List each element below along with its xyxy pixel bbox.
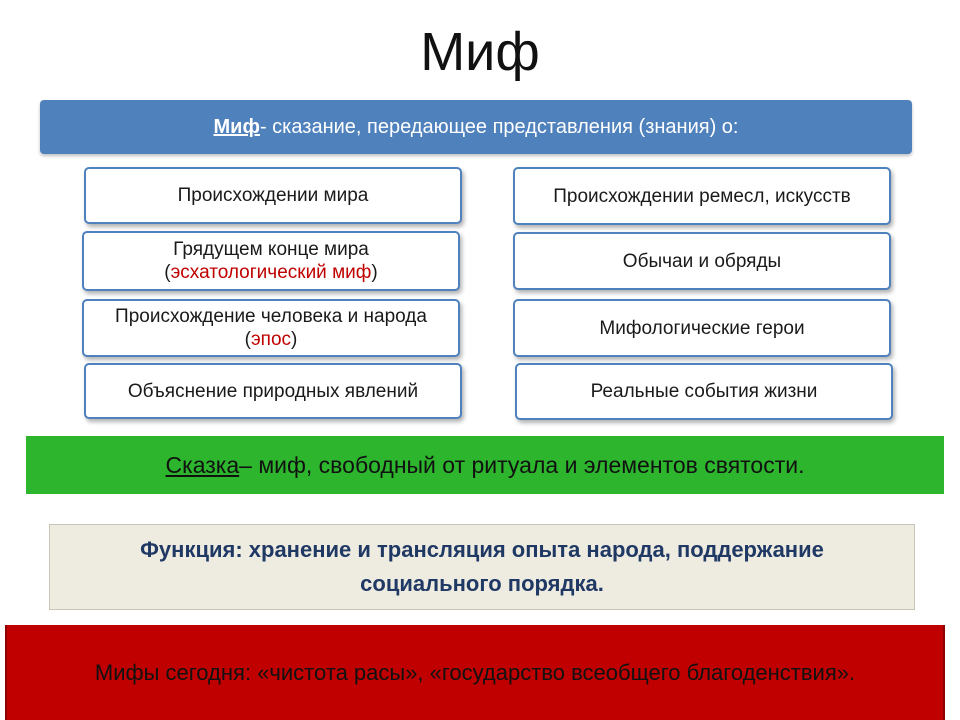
myths-today-box: [5, 625, 945, 720]
topic-label: Происхождении ремесл, искусств: [553, 185, 851, 207]
topic-label: Обычаи и обряды: [622, 250, 782, 272]
function-text: Функция: хранение и трансляция опыта народа, поддержание социального порядка.: [140, 537, 824, 596]
topic-box-real-events: [515, 363, 893, 420]
definition-text: - сказание, передающее представления (знания) о:: [259, 115, 739, 138]
topic-label: Мифологические герои: [599, 317, 805, 339]
topic-box-origin-world: [84, 167, 462, 224]
topic-label: Реальные события жизни: [590, 381, 818, 402]
highlight-term: эсхатологический миф: [170, 262, 372, 283]
topic-box-customs-rites: [513, 232, 891, 290]
topic-label: Грядущем конце мира (эсхатологический миф): [164, 239, 378, 283]
topic-box-end-of-world: [82, 231, 460, 291]
definition-term: Миф: [213, 115, 260, 138]
slide-title: Миф: [420, 22, 540, 82]
topic-box-crafts-origin: [513, 167, 891, 225]
fairy-tale-definition: [26, 436, 944, 494]
topic-box-mythic-heroes: [513, 299, 891, 357]
function-box: [49, 524, 915, 610]
fairy-tale-term: Сказка: [165, 451, 240, 478]
topic-label: Объяснение природных явлений: [127, 380, 419, 402]
topic-label: Происхождение человека и народа (эпос): [115, 306, 427, 350]
topic-box-origin-people: [82, 299, 460, 357]
highlight-term: эпос: [250, 329, 292, 350]
definition-banner: [40, 100, 912, 154]
myths-today-text: Мифы сегодня: «чистота расы», «государство всеобщего благоденствия».: [94, 659, 856, 685]
fairy-tale-text: – миф, свободный от ритуала и элементов святости.: [239, 451, 805, 478]
topic-box-nature-explanation: [84, 363, 462, 419]
topic-label: Происхождении мира: [177, 185, 369, 206]
